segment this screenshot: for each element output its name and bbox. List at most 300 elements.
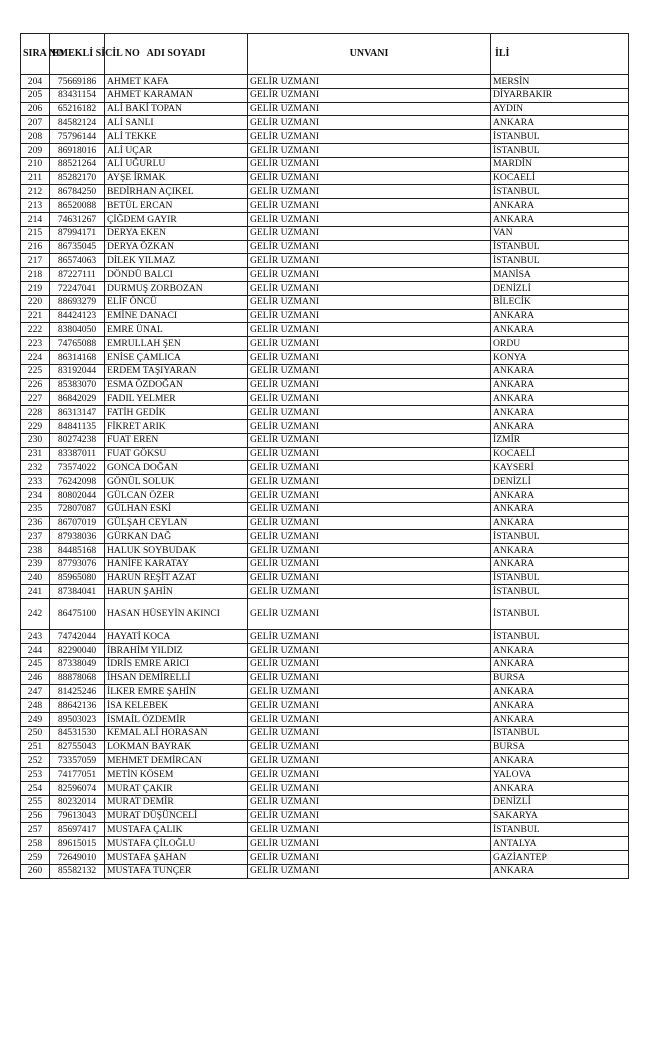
cell-adi-soyadi: İSA KELEBEK (105, 699, 248, 713)
cell-ili: DENİZLİ (491, 281, 629, 295)
table-row (21, 851, 629, 865)
table-row (21, 323, 629, 337)
cell-unvani: GELİR UZMANI (248, 378, 491, 392)
cell-unvani: GELİR UZMANI (248, 75, 491, 89)
cell-unvani: GELİR UZMANI (248, 740, 491, 754)
cell-ili: ANKARA (491, 392, 629, 406)
cell-adi-soyadi: ALİ UĞURLU (105, 157, 248, 171)
cell-unvani: GELİR UZMANI (248, 557, 491, 571)
cell-adi-soyadi: LOKMAN BAYRAK (105, 740, 248, 754)
cell-adi-soyadi: FUAT GÖKSU (105, 447, 248, 461)
table-row (21, 657, 629, 671)
cell-sira-no: 205 (21, 88, 50, 102)
cell-ili: ANKARA (491, 488, 629, 502)
cell-sira-no: 233 (21, 475, 50, 489)
cell-unvani: GELİR UZMANI (248, 433, 491, 447)
table-row (21, 88, 629, 102)
personnel-table (20, 33, 629, 879)
cell-ili: ANKARA (491, 378, 629, 392)
cell-sira-no: 256 (21, 809, 50, 823)
table-row (21, 240, 629, 254)
cell-unvani: GELİR UZMANI (248, 644, 491, 658)
cell-sira-no: 255 (21, 795, 50, 809)
cell-sira-no: 220 (21, 295, 50, 309)
cell-adi-soyadi: HASAN HÜSEYİN AKINCI (105, 599, 248, 630)
cell-adi-soyadi: FİKRET ARIK (105, 419, 248, 433)
cell-emekli-sicil-no: 72649010 (50, 851, 105, 865)
cell-emekli-sicil-no: 84424123 (50, 309, 105, 323)
cell-unvani: GELİR UZMANI (248, 837, 491, 851)
cell-emekli-sicil-no: 83804050 (50, 323, 105, 337)
cell-emekli-sicil-no: 72807087 (50, 502, 105, 516)
cell-unvani: GELİR UZMANI (248, 516, 491, 530)
cell-adi-soyadi: ERDEM TAŞIYARAN (105, 364, 248, 378)
cell-emekli-sicil-no: 82290040 (50, 644, 105, 658)
cell-emekli-sicil-no: 87227111 (50, 268, 105, 282)
cell-emekli-sicil-no: 86918016 (50, 143, 105, 157)
table-row (21, 75, 629, 89)
cell-adi-soyadi: ÇİĞDEM GAYIR (105, 212, 248, 226)
cell-ili: ANKARA (491, 782, 629, 796)
cell-sira-no: 230 (21, 433, 50, 447)
cell-unvani: GELİR UZMANI (248, 199, 491, 213)
cell-unvani: GELİR UZMANI (248, 309, 491, 323)
cell-sira-no: 224 (21, 350, 50, 364)
cell-ili: VAN (491, 226, 629, 240)
cell-emekli-sicil-no: 86784250 (50, 185, 105, 199)
cell-ili: MARDİN (491, 157, 629, 171)
cell-sira-no: 213 (21, 199, 50, 213)
cell-unvani: GELİR UZMANI (248, 254, 491, 268)
cell-adi-soyadi: GÜLHAN ESKİ (105, 502, 248, 516)
cell-sira-no: 236 (21, 516, 50, 530)
cell-ili: İSTANBUL (491, 571, 629, 585)
cell-adi-soyadi: ALİ SANLI (105, 116, 248, 130)
cell-unvani: GELİR UZMANI (248, 544, 491, 558)
cell-emekli-sicil-no: 86314168 (50, 350, 105, 364)
cell-emekli-sicil-no: 84582124 (50, 116, 105, 130)
cell-ili: ANTALYA (491, 837, 629, 851)
table-row (21, 809, 629, 823)
table-row (21, 644, 629, 658)
cell-emekli-sicil-no: 74177051 (50, 768, 105, 782)
cell-ili: ANKARA (491, 754, 629, 768)
cell-sira-no: 250 (21, 726, 50, 740)
cell-sira-no: 219 (21, 281, 50, 295)
table-row (21, 713, 629, 727)
cell-emekli-sicil-no: 87384041 (50, 585, 105, 599)
cell-ili: ANKARA (491, 644, 629, 658)
cell-emekli-sicil-no: 83431154 (50, 88, 105, 102)
cell-emekli-sicil-no: 83387011 (50, 447, 105, 461)
table-row (21, 447, 629, 461)
cell-sira-no: 246 (21, 671, 50, 685)
table-row (21, 226, 629, 240)
cell-unvani: GELİR UZMANI (248, 240, 491, 254)
cell-ili: İSTANBUL (491, 530, 629, 544)
table-row (21, 544, 629, 558)
cell-ili: ANKARA (491, 406, 629, 420)
table-row (21, 143, 629, 157)
cell-unvani: GELİR UZMANI (248, 130, 491, 144)
cell-adi-soyadi: İSMAİL ÖZDEMİR (105, 713, 248, 727)
cell-unvani: GELİR UZMANI (248, 851, 491, 865)
header-ili: İLİ (491, 34, 629, 75)
cell-unvani: GELİR UZMANI (248, 350, 491, 364)
cell-adi-soyadi: DURMUŞ ZORBOZAN (105, 281, 248, 295)
cell-emekli-sicil-no: 73574022 (50, 461, 105, 475)
cell-unvani: GELİR UZMANI (248, 461, 491, 475)
cell-adi-soyadi: İDRİS EMRE ARICI (105, 657, 248, 671)
cell-emekli-sicil-no: 88642136 (50, 699, 105, 713)
table-row (21, 309, 629, 323)
table-row (21, 116, 629, 130)
cell-adi-soyadi: BEDİRHAN AÇIKEL (105, 185, 248, 199)
cell-emekli-sicil-no: 83192044 (50, 364, 105, 378)
table-row (21, 199, 629, 213)
cell-emekli-sicil-no: 84531530 (50, 726, 105, 740)
cell-ili: ANKARA (491, 657, 629, 671)
cell-ili: BURSA (491, 671, 629, 685)
cell-unvani: GELİR UZMANI (248, 726, 491, 740)
cell-emekli-sicil-no: 86520088 (50, 199, 105, 213)
table-body (21, 75, 629, 879)
cell-sira-no: 237 (21, 530, 50, 544)
table-row (21, 599, 629, 630)
cell-adi-soyadi: MUSTAFA ÇİLOĞLU (105, 837, 248, 851)
cell-adi-soyadi: AHMET KARAMAN (105, 88, 248, 102)
cell-emekli-sicil-no: 80802044 (50, 488, 105, 502)
cell-adi-soyadi: GÜLCAN ÖZER (105, 488, 248, 502)
cell-adi-soyadi: FUAT EREN (105, 433, 248, 447)
cell-ili: ANKARA (491, 544, 629, 558)
cell-emekli-sicil-no: 73357059 (50, 754, 105, 768)
cell-unvani: GELİR UZMANI (248, 392, 491, 406)
cell-ili: KOCAELİ (491, 447, 629, 461)
cell-adi-soyadi: HANİFE KARATAY (105, 557, 248, 571)
cell-adi-soyadi: EMRE ÜNAL (105, 323, 248, 337)
table-row (21, 337, 629, 351)
cell-sira-no: 235 (21, 502, 50, 516)
cell-sira-no: 207 (21, 116, 50, 130)
cell-sira-no: 229 (21, 419, 50, 433)
table-row (21, 378, 629, 392)
cell-adi-soyadi: ESMA ÖZDOĞAN (105, 378, 248, 392)
cell-sira-no: 204 (21, 75, 50, 89)
cell-adi-soyadi: DERYA EKEN (105, 226, 248, 240)
cell-emekli-sicil-no: 87994171 (50, 226, 105, 240)
cell-emekli-sicil-no: 74742044 (50, 630, 105, 644)
table-row (21, 433, 629, 447)
cell-unvani: GELİR UZMANI (248, 88, 491, 102)
cell-unvani: GELİR UZMANI (248, 295, 491, 309)
cell-unvani: GELİR UZMANI (248, 699, 491, 713)
cell-sira-no: 248 (21, 699, 50, 713)
cell-sira-no: 240 (21, 571, 50, 585)
cell-sira-no: 228 (21, 406, 50, 420)
table-row (21, 475, 629, 489)
cell-sira-no: 208 (21, 130, 50, 144)
cell-sira-no: 257 (21, 823, 50, 837)
table-row (21, 392, 629, 406)
cell-emekli-sicil-no: 85582132 (50, 864, 105, 878)
cell-ili: İSTANBUL (491, 143, 629, 157)
cell-sira-no: 214 (21, 212, 50, 226)
cell-adi-soyadi: GÜRKAN DAĞ (105, 530, 248, 544)
cell-ili: ANKARA (491, 699, 629, 713)
cell-adi-soyadi: ENİSE ÇAMLICA (105, 350, 248, 364)
cell-unvani: GELİR UZMANI (248, 157, 491, 171)
cell-unvani: GELİR UZMANI (248, 323, 491, 337)
cell-unvani: GELİR UZMANI (248, 585, 491, 599)
cell-unvani: GELİR UZMANI (248, 143, 491, 157)
cell-ili: İSTANBUL (491, 254, 629, 268)
table-row (21, 864, 629, 878)
cell-unvani: GELİR UZMANI (248, 571, 491, 585)
table-row (21, 726, 629, 740)
cell-unvani: GELİR UZMANI (248, 419, 491, 433)
cell-emekli-sicil-no: 87793076 (50, 557, 105, 571)
cell-emekli-sicil-no: 84841135 (50, 419, 105, 433)
cell-sira-no: 249 (21, 713, 50, 727)
cell-ili: ANKARA (491, 502, 629, 516)
cell-emekli-sicil-no: 65216182 (50, 102, 105, 116)
cell-adi-soyadi: DÖNDÜ BALCI (105, 268, 248, 282)
table-row (21, 530, 629, 544)
cell-sira-no: 212 (21, 185, 50, 199)
table-row (21, 685, 629, 699)
table-row (21, 406, 629, 420)
cell-emekli-sicil-no: 75796144 (50, 130, 105, 144)
cell-emekli-sicil-no: 84485168 (50, 544, 105, 558)
cell-ili: AYDIN (491, 102, 629, 116)
cell-sira-no: 222 (21, 323, 50, 337)
cell-ili: ORDU (491, 337, 629, 351)
table-row (21, 699, 629, 713)
table-row (21, 823, 629, 837)
cell-emekli-sicil-no: 79613043 (50, 809, 105, 823)
cell-adi-soyadi: EMRULLAH ŞEN (105, 337, 248, 351)
cell-ili: GAZİANTEP (491, 851, 629, 865)
cell-unvani: GELİR UZMANI (248, 268, 491, 282)
table-row (21, 281, 629, 295)
table-row (21, 585, 629, 599)
cell-emekli-sicil-no: 80232014 (50, 795, 105, 809)
cell-sira-no: 206 (21, 102, 50, 116)
cell-unvani: GELİR UZMANI (248, 281, 491, 295)
cell-emekli-sicil-no: 88878068 (50, 671, 105, 685)
cell-unvani: GELİR UZMANI (248, 754, 491, 768)
cell-ili: ANKARA (491, 864, 629, 878)
table-header-row (21, 34, 629, 75)
cell-emekli-sicil-no: 86707019 (50, 516, 105, 530)
cell-emekli-sicil-no: 85697417 (50, 823, 105, 837)
cell-adi-soyadi: GÜLŞAH CEYLAN (105, 516, 248, 530)
cell-adi-soyadi: DERYA ÖZKAN (105, 240, 248, 254)
table-row (21, 419, 629, 433)
cell-emekli-sicil-no: 86313147 (50, 406, 105, 420)
cell-adi-soyadi: BETÜL ERCAN (105, 199, 248, 213)
cell-adi-soyadi: FATİH GEDİK (105, 406, 248, 420)
cell-adi-soyadi: KEMAL ALİ HORASAN (105, 726, 248, 740)
cell-ili: MERSİN (491, 75, 629, 89)
cell-adi-soyadi: METİN KÖSEM (105, 768, 248, 782)
cell-ili: İSTANBUL (491, 585, 629, 599)
cell-ili: ANKARA (491, 557, 629, 571)
table-row (21, 254, 629, 268)
cell-unvani: GELİR UZMANI (248, 795, 491, 809)
cell-ili: KONYA (491, 350, 629, 364)
table-row (21, 102, 629, 116)
cell-emekli-sicil-no: 86475100 (50, 599, 105, 630)
cell-ili: ANKARA (491, 713, 629, 727)
cell-emekli-sicil-no: 89615015 (50, 837, 105, 851)
cell-sira-no: 221 (21, 309, 50, 323)
cell-sira-no: 216 (21, 240, 50, 254)
cell-ili: DİYARBAKIR (491, 88, 629, 102)
cell-sira-no: 210 (21, 157, 50, 171)
header-adi-soyadi: ADI SOYADI (105, 34, 248, 75)
cell-adi-soyadi: MURAT DÜŞÜNCELİ (105, 809, 248, 823)
cell-sira-no: 243 (21, 630, 50, 644)
cell-sira-no: 241 (21, 585, 50, 599)
cell-ili: ANKARA (491, 419, 629, 433)
table-row (21, 185, 629, 199)
table-row (21, 795, 629, 809)
cell-unvani: GELİR UZMANI (248, 102, 491, 116)
cell-sira-no: 254 (21, 782, 50, 796)
table-row (21, 171, 629, 185)
cell-sira-no: 215 (21, 226, 50, 240)
cell-ili: ANKARA (491, 685, 629, 699)
cell-unvani: GELİR UZMANI (248, 364, 491, 378)
cell-emekli-sicil-no: 88521264 (50, 157, 105, 171)
cell-ili: ANKARA (491, 309, 629, 323)
cell-ili: ANKARA (491, 323, 629, 337)
cell-adi-soyadi: ALİ BAKİ TOPAN (105, 102, 248, 116)
cell-adi-soyadi: MEHMET DEMİRCAN (105, 754, 248, 768)
table-row (21, 837, 629, 851)
cell-emekli-sicil-no: 81425246 (50, 685, 105, 699)
cell-ili: DENİZLİ (491, 795, 629, 809)
cell-sira-no: 234 (21, 488, 50, 502)
cell-sira-no: 231 (21, 447, 50, 461)
cell-emekli-sicil-no: 74765088 (50, 337, 105, 351)
table-row (21, 212, 629, 226)
cell-unvani: GELİR UZMANI (248, 657, 491, 671)
cell-ili: KOCAELİ (491, 171, 629, 185)
cell-ili: İZMİR (491, 433, 629, 447)
table-row (21, 295, 629, 309)
cell-adi-soyadi: HARUN ŞAHİN (105, 585, 248, 599)
cell-unvani: GELİR UZMANI (248, 823, 491, 837)
cell-adi-soyadi: GÖNÜL SOLUK (105, 475, 248, 489)
cell-adi-soyadi: ALİ UÇAR (105, 143, 248, 157)
table-row (21, 350, 629, 364)
cell-unvani: GELİR UZMANI (248, 530, 491, 544)
cell-emekli-sicil-no: 76242098 (50, 475, 105, 489)
table-row (21, 364, 629, 378)
cell-adi-soyadi: İHSAN DEMİRELLİ (105, 671, 248, 685)
cell-unvani: GELİR UZMANI (248, 599, 491, 630)
cell-unvani: GELİR UZMANI (248, 630, 491, 644)
cell-ili: İSTANBUL (491, 599, 629, 630)
cell-sira-no: 226 (21, 378, 50, 392)
cell-unvani: GELİR UZMANI (248, 809, 491, 823)
cell-adi-soyadi: MUSTAFA TUNÇER (105, 864, 248, 878)
cell-unvani: GELİR UZMANI (248, 475, 491, 489)
cell-ili: İSTANBUL (491, 240, 629, 254)
cell-ili: İSTANBUL (491, 726, 629, 740)
cell-emekli-sicil-no: 87938036 (50, 530, 105, 544)
cell-unvani: GELİR UZMANI (248, 406, 491, 420)
cell-ili: İSTANBUL (491, 185, 629, 199)
cell-unvani: GELİR UZMANI (248, 226, 491, 240)
cell-adi-soyadi: GONCA DOĞAN (105, 461, 248, 475)
cell-sira-no: 244 (21, 644, 50, 658)
cell-unvani: GELİR UZMANI (248, 768, 491, 782)
cell-sira-no: 211 (21, 171, 50, 185)
cell-adi-soyadi: HAYATİ KOCA (105, 630, 248, 644)
cell-unvani: GELİR UZMANI (248, 671, 491, 685)
cell-unvani: GELİR UZMANI (248, 782, 491, 796)
cell-ili: KAYSERİ (491, 461, 629, 475)
cell-sira-no: 258 (21, 837, 50, 851)
cell-adi-soyadi: MUSTAFA ŞAHAN (105, 851, 248, 865)
table-row (21, 630, 629, 644)
cell-sira-no: 251 (21, 740, 50, 754)
cell-adi-soyadi: ELİF ÖNCÜ (105, 295, 248, 309)
cell-adi-soyadi: EMİNE DANACI (105, 309, 248, 323)
cell-sira-no: 245 (21, 657, 50, 671)
header-unvani: UNVANI (248, 34, 491, 75)
table-row (21, 502, 629, 516)
table-row (21, 516, 629, 530)
cell-adi-soyadi: FADIL YELMER (105, 392, 248, 406)
cell-sira-no: 223 (21, 337, 50, 351)
cell-adi-soyadi: DİLEK YILMAZ (105, 254, 248, 268)
cell-unvani: GELİR UZMANI (248, 171, 491, 185)
cell-adi-soyadi: AYŞE İRMAK (105, 171, 248, 185)
header-sira-no: SIRA NO (21, 34, 50, 75)
cell-emekli-sicil-no: 72247041 (50, 281, 105, 295)
table-row (21, 130, 629, 144)
cell-unvani: GELİR UZMANI (248, 685, 491, 699)
cell-ili: ANKARA (491, 116, 629, 130)
cell-adi-soyadi: HARUN REŞİT AZAT (105, 571, 248, 585)
cell-adi-soyadi: İBRAHİM YILDIZ (105, 644, 248, 658)
cell-ili: İSTANBUL (491, 823, 629, 837)
cell-emekli-sicil-no: 75669186 (50, 75, 105, 89)
table-row (21, 740, 629, 754)
cell-unvani: GELİR UZMANI (248, 212, 491, 226)
cell-adi-soyadi: HALUK SOYBUDAK (105, 544, 248, 558)
table-row (21, 671, 629, 685)
cell-sira-no: 252 (21, 754, 50, 768)
cell-unvani: GELİR UZMANI (248, 185, 491, 199)
cell-ili: DENİZLİ (491, 475, 629, 489)
header-emekli-sicil-no: EMEKLİ SİCİL NO (50, 34, 105, 75)
table-row (21, 571, 629, 585)
cell-sira-no: 218 (21, 268, 50, 282)
cell-unvani: GELİR UZMANI (248, 447, 491, 461)
cell-ili: ANKARA (491, 212, 629, 226)
cell-emekli-sicil-no: 88693279 (50, 295, 105, 309)
cell-ili: ANKARA (491, 516, 629, 530)
cell-emekli-sicil-no: 82596074 (50, 782, 105, 796)
cell-sira-no: 247 (21, 685, 50, 699)
cell-ili: ANKARA (491, 199, 629, 213)
